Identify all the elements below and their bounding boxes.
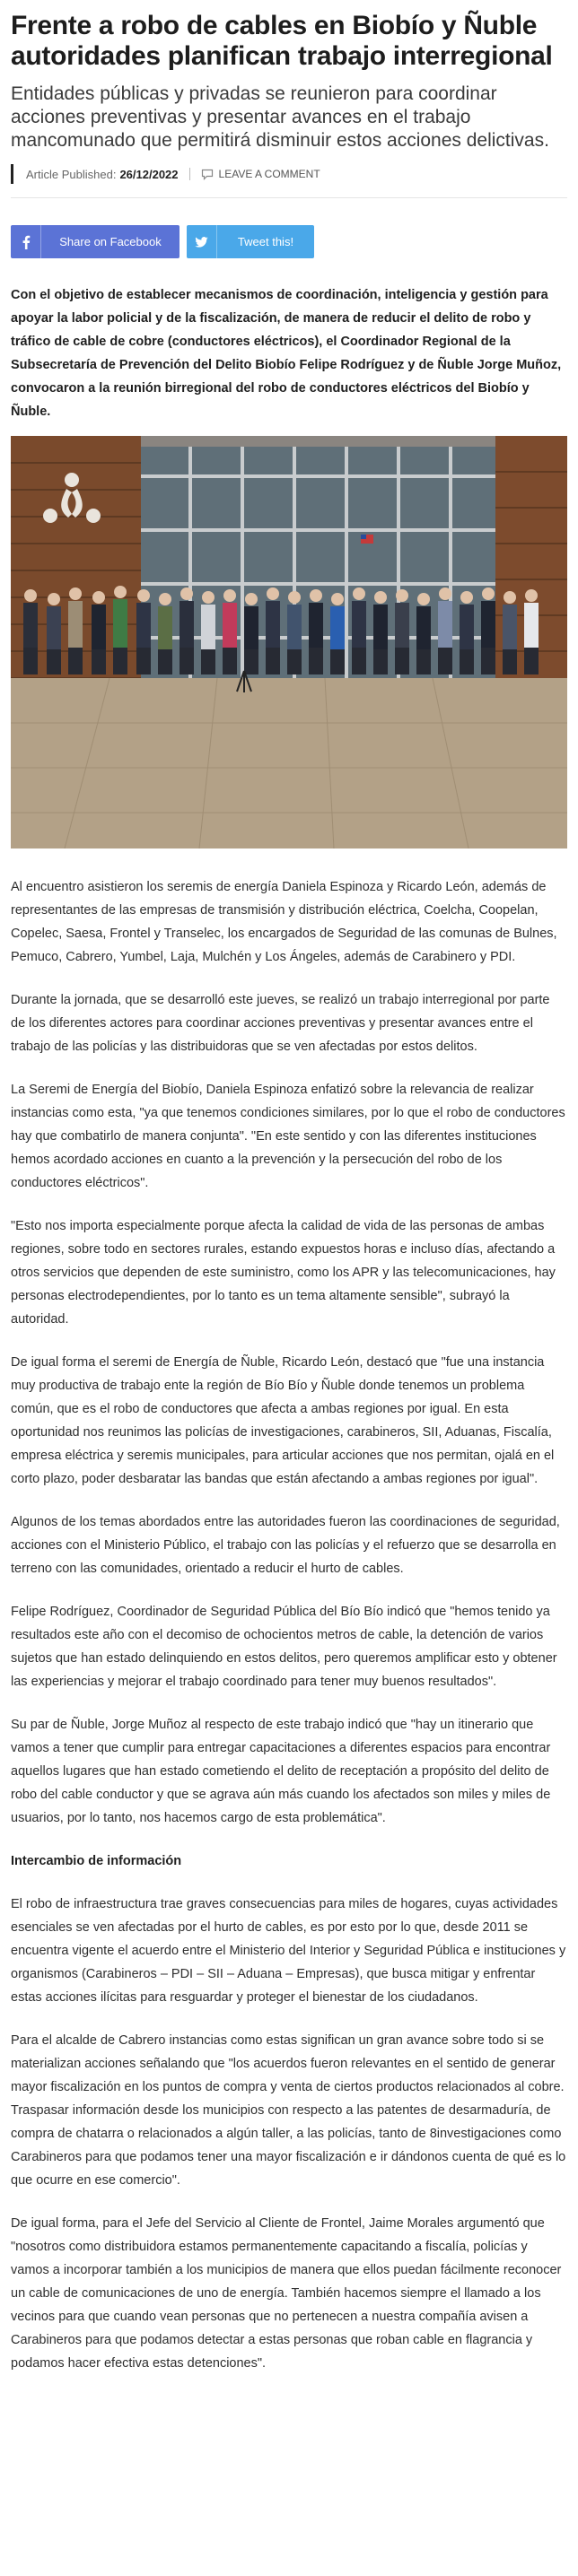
share-facebook-label: Share on Facebook <box>59 235 162 248</box>
published-label: Article Published: <box>26 167 117 181</box>
body-paragraph-7: Felipe Rodríguez, Coordinador de Seguridad Pública del Bío Bío indicó que "hemos tenido ya resultados este año con el decomiso de ochocientos metros de cable, la detención de varios sujetos que han estado delinquiendo en estos delitos, pero queremos amplificar esto y obtener las experiencias y mejorar el trabajo coordinado para tener muy buenos resultados". <box>11 1605 557 1689</box>
meta-accent-bar <box>11 164 13 184</box>
photo-pavement <box>11 678 567 849</box>
leave-comment-link[interactable]: LEAVE A COMMENT <box>218 168 320 180</box>
body-paragraph-1: Al encuentro asistieron los seremis de energía Daniela Espinoza y Ricardo León, además de representantes de las empresas de transmisión y distribución eléctrica, Coelcha, Coopelan, Copelec, Saesa, Frontel y Transelec, los encargados de Seguridad de las comunas de Bulnes, Pemuco, Cabrero, Yumbel, Laja, Mulchén y Los Ángeles, además de Carabinero y PDI. <box>11 880 557 964</box>
body-paragraph-4: "Esto nos importa especialmente porque afecta la calidad de vida de las personas de ambas regiones, sobre todo en sectores rurales, estando expuestos horas e incluso días, afectando a otros servicios que dependen de este suministro, como los APR y las telecomunicaciones, hay personas electrodependientes, por lo tanto es un tema altamente sensible", subrayó la autoridad. <box>11 1219 556 1327</box>
article-meta <box>11 165 567 183</box>
twitter-icon <box>187 225 217 258</box>
share-bar <box>11 225 567 258</box>
body-paragraph-11: De igual forma, para el Jefe del Servicio al Cliente de Frontel, Jaime Morales argumentó que "nosotros como distribuidora estamos permanentemente capacitando a fiscalía, policías y vamos a incorporar también a los municipios de manera que ellos puedan fácilmente reconocer un cable de comunicaciones de uno de energía. También hacemos siempre el llamado a los vecinos para que cuando vean personas que no pertenecen a nuestra compañía avisen a Carabineros para que podamos detectar a estas personas que roban cable en flagrancia y podamos hacer efectiva estas detenciones". <box>11 2216 562 2371</box>
facebook-icon <box>11 225 41 258</box>
body-paragraph-10: Para el alcalde de Cabrero instancias como estas significan un gran avance sobre todo si se materializan acciones señalando que "los acuerdos fueron relevantes en el sentido de generar mayor fiscalización en los puntos de compra y venta de ciertos productos relacionados al cobre. Traspasar información desde los municipios con respecto a las patentes de desarmaduría, de compra de chatarra o relacionados a algún taller, a las policías, tanto de 8investigaciones como Carabineros para que podamos tener una mayor fiscalización e ir dándonos cuenta de qué es lo que ocurre en ese comercio". <box>11 2033 566 2188</box>
body-paragraph-6: Algunos de los temas abordados entre las autoridades fueron las coordinaciones de seguridad, acciones con el Ministerio Público, el trabajo con las policías y el refuerzo que se desarrolla en terreno con las comunidades, orientado a reducir el hurto de cables. <box>11 1515 560 1576</box>
body-paragraph-9: El robo de infraestructura trae graves consecuencias para miles de hogares, cuyas actividades esenciales se ven afectadas por el hurto de cables, es por esto por lo que, desde 2011 se encuentra vigente el acuerdo entre el Ministerio del Interior y Seguridad Pública e instituciones y organismos (Carabineros – PDI – SII – Aduana – Empresas), que busca mitigar y enfrentar estas acciones ilícitas para resguardar y proteger el bienestar de los ciudadanos. <box>11 1897 566 2005</box>
share-twitter-button[interactable] <box>187 225 314 258</box>
article-title: Frente a robo de cables en Biobío y Ñuble autoridades planifican trabajo interregional <box>11 11 553 71</box>
section-heading: Intercambio de información <box>11 1854 182 1868</box>
body-paragraph-3: La Seremi de Energía del Biobío, Daniela Espinoza enfatizó sobre la relevancia de realizar instancias como esta, "ya que tenemos condiciones similares, por lo que el robo de conductores hay que combatirlo de manera conjunta". "En este sentido y con las diferentes instituciones hemos acordado acciones en cuanto a la prevención y la persecución del robo de los conductores eléctricos". <box>11 1083 565 1190</box>
article-subtitle: Entidades públicas y privadas se reunieron para coordinar acciones preventivas y presentar avances en el trabajo mancomunado que permitirá disminuir estos acciones delictivas. <box>11 83 549 151</box>
article-photo <box>11 436 567 849</box>
body-paragraph-2: Durante la jornada, que se desarrolló este jueves, se realizó un trabajo interregional por parte de los diferentes actores para coordinar acciones preventivas y presentar avances entre el trabajo de las policías y las distribuidoras que se ven afectadas por estos delitos. <box>11 993 550 1054</box>
body-paragraph-5: De igual forma el seremi de Energía de Ñuble, Ricardo León, destacó que "fue una instancia muy productiva de trabajo ente la región de Bío Bío y Ñuble donde tenemos un problema común, que es el robo de conductores que afecta a ambas regiones por igual. En esta oportunidad nos reunimos las policías de investigaciones, carabineros, SII, Aduanas, Fiscalía, empresa eléctrica y seremis municipales, para articular acciones que nos permitan, ojalá en el corto plazo, poder desbaratar las bandas que están afectando a ambas regiones por igual". <box>11 1355 555 1486</box>
share-facebook-button[interactable] <box>11 225 180 258</box>
meta-divider <box>189 168 190 180</box>
published-date: 26/12/2022 <box>119 167 179 181</box>
comment-icon[interactable] <box>201 169 214 180</box>
article-body <box>11 875 567 2375</box>
article-lead: Con el objetivo de establecer mecanismos de coordinación, inteligencia y gestión para apoyar la labor policial y de la fiscalización, de manera de reducir el delito de robo y tráfico de cable de cobre (conductores eléctricos), el Coordinador Regional de la Subsecretaría de Prevención del Delito Biobío Felipe Rodríguez y de Ñuble Jorge Muñoz, convocaron a la reunión birregional del robo de conductores eléctricos del Biobío y Ñuble. <box>11 288 562 419</box>
share-twitter-label: Tweet this! <box>237 235 294 248</box>
meta-divider-line <box>11 197 567 198</box>
body-paragraph-8: Su par de Ñuble, Jorge Muñoz al respecto de este trabajo indicó que "hay un itinerario que vamos a tener que cumplir para entregar capacitaciones a diferentes espacios para encontrar aquellos lugares que han estado cometiendo el delito de receptación a propósito del delito de robo del cable conductor y que se agrava aún más cuando los afectados son miles y miles de usuarios, por lo tanto, nos hacemos cargo de esta problemática". <box>11 1718 551 1825</box>
